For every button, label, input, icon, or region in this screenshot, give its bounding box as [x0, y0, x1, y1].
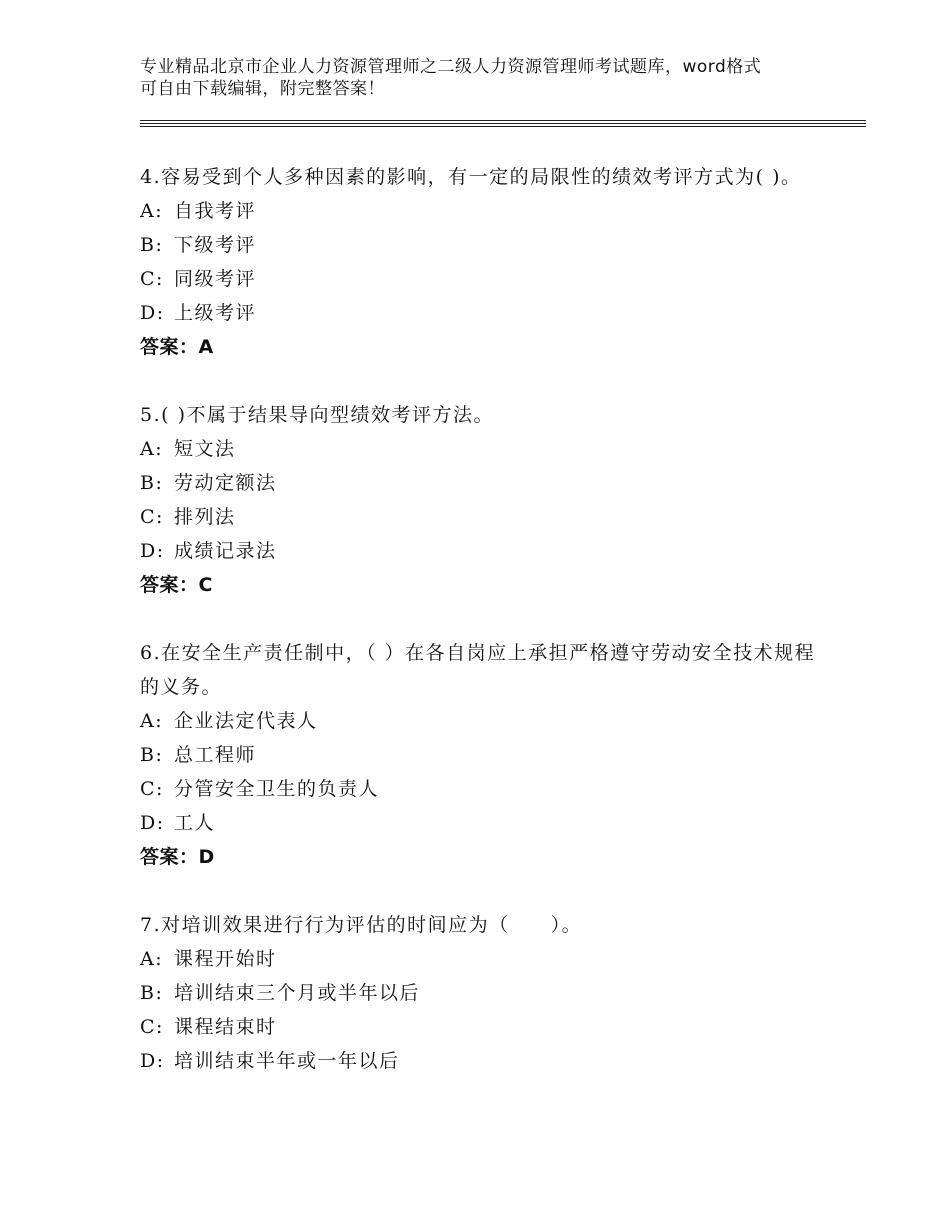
header-line-1: 专业精品北京市企业人力资源管理师之二级人力资源管理师考试题库，word格式 — [140, 57, 762, 77]
option-text: 同级考评 — [174, 268, 257, 290]
question-5 — [140, 398, 830, 602]
header-line-2: 可自由下载编辑，附完整答案！ — [140, 79, 385, 99]
option-letter: C: — [140, 1016, 164, 1038]
question-stem: 5.( )不属于结果导向型绩效考评方法。 — [140, 404, 494, 426]
header-divider — [140, 123, 866, 124]
answer: 答案：A — [140, 336, 214, 358]
option-letter: A: — [140, 200, 164, 222]
option-c — [140, 262, 830, 296]
option-letter: B: — [140, 982, 164, 1004]
option-letter: B: — [140, 234, 164, 256]
question-list — [140, 160, 830, 1112]
option-b — [140, 738, 830, 772]
option-letter: C: — [140, 778, 164, 800]
option-text: 短文法 — [174, 438, 236, 460]
option-d — [140, 1044, 830, 1078]
option-text: 培训结束半年或一年以后 — [174, 1050, 400, 1072]
option-text: 排列法 — [174, 506, 236, 528]
header-divider — [140, 120, 866, 121]
option-text: 课程结束时 — [174, 1016, 277, 1038]
question-stem: 6.在安全生产责任制中，（ ）在各自岗应上承担严格遵守劳动安全技术规程的义务。 — [140, 642, 816, 698]
option-d — [140, 806, 830, 840]
answer: 答案：D — [140, 846, 215, 868]
option-letter: D: — [140, 540, 165, 562]
option-text: 下级考评 — [174, 234, 257, 256]
option-letter: A: — [140, 438, 164, 460]
option-text: 培训结束三个月或半年以后 — [174, 982, 421, 1004]
header-divider — [140, 126, 866, 127]
option-a — [140, 432, 830, 466]
option-a — [140, 194, 830, 228]
option-letter: A: — [140, 710, 164, 732]
option-b — [140, 466, 830, 500]
option-text: 劳动定额法 — [174, 472, 277, 494]
option-b — [140, 976, 830, 1010]
question-4 — [140, 160, 830, 364]
option-text: 自我考评 — [174, 200, 257, 222]
option-letter: C: — [140, 506, 164, 528]
question-6 — [140, 636, 830, 874]
option-letter: C: — [140, 268, 164, 290]
answer: 答案：C — [140, 574, 213, 596]
question-7 — [140, 908, 830, 1078]
option-c — [140, 1010, 830, 1044]
option-text: 成绩记录法 — [174, 540, 277, 562]
option-letter: D: — [140, 1050, 165, 1072]
option-text: 分管安全卫生的负责人 — [174, 778, 380, 800]
option-c — [140, 500, 830, 534]
option-letter: D: — [140, 812, 165, 834]
option-text: 总工程师 — [174, 744, 257, 766]
option-letter: D: — [140, 302, 165, 324]
option-text: 企业法定代表人 — [174, 710, 318, 732]
option-text: 工人 — [174, 812, 216, 834]
option-a — [140, 704, 830, 738]
option-letter: A: — [140, 948, 164, 970]
option-text: 上级考评 — [174, 302, 257, 324]
option-c — [140, 772, 830, 806]
option-letter: B: — [140, 472, 164, 494]
option-d — [140, 534, 830, 568]
option-b — [140, 228, 830, 262]
document-header — [140, 56, 820, 100]
option-letter: B: — [140, 744, 164, 766]
option-text: 课程开始时 — [174, 948, 277, 970]
option-a — [140, 942, 830, 976]
option-d — [140, 296, 830, 330]
question-stem: 7.对培训效果进行行为评估的时间应为（ ）。 — [140, 914, 583, 936]
question-stem: 4.容易受到个人多种因素的影响，有一定的局限性的绩效考评方式为( )。 — [140, 166, 802, 188]
